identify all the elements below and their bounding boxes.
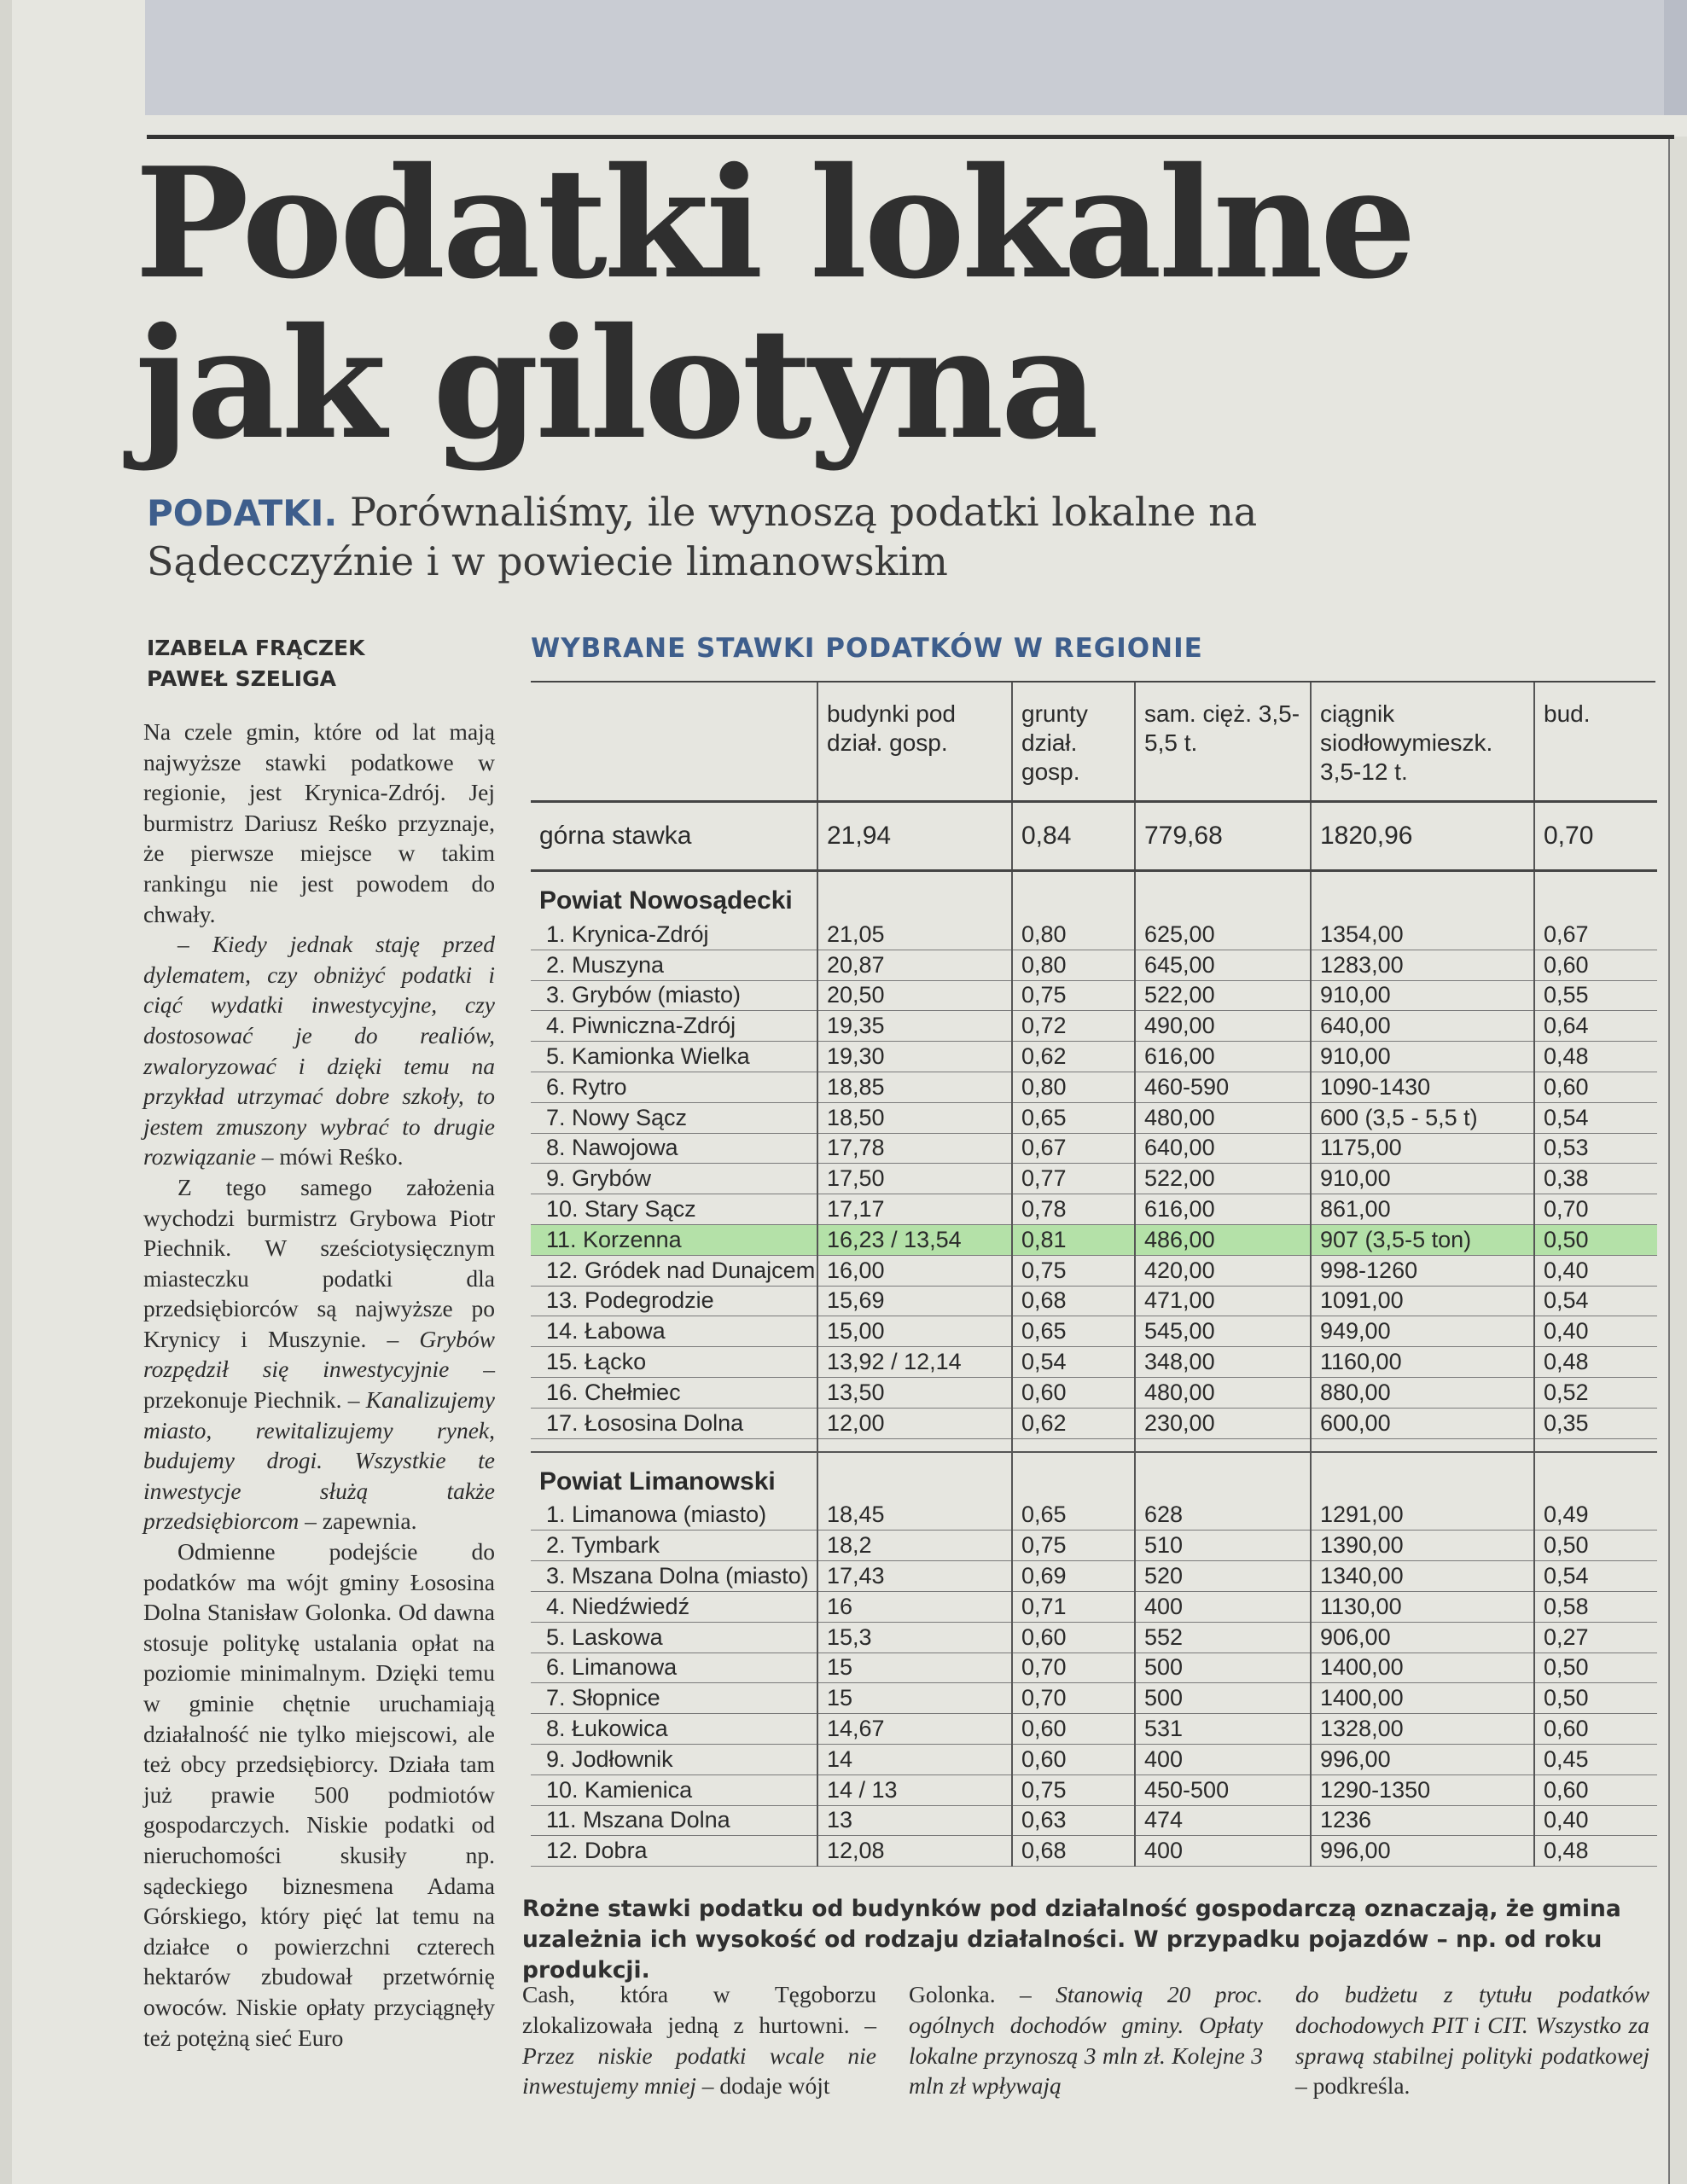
- quote-text: – Stanowią 20 proc. ogólnych dochodów gminy. Opłaty lokalne przynoszą 3 mln zł. Kolejne 3 mln zł wpływają: [909, 1981, 1263, 2100]
- table-cell: 0,67: [1534, 920, 1657, 950]
- table-cell: 0,50: [1534, 1531, 1657, 1561]
- table-cell: 12. Dobra: [531, 1836, 817, 1867]
- table-cell: 12. Gródek nad Dunajcem: [531, 1255, 817, 1286]
- table-cell: 1328,00: [1311, 1714, 1534, 1745]
- table-cell: 20,87: [817, 950, 1012, 980]
- table-cell: 474: [1135, 1805, 1311, 1836]
- table-cell: 0,60: [1534, 1072, 1657, 1102]
- table-row: [531, 1744, 1657, 1774]
- table-header-row: [531, 682, 1657, 802]
- table-cell: [1135, 1452, 1311, 1501]
- table-cell: 500: [1135, 1683, 1311, 1714]
- quote-text: do budżetu z tytułu podatków dochodowych PIT i CIT. Wszystko za sprawą stabilnej polityki podatkowej: [1295, 1981, 1649, 2069]
- table-cell: 15,3: [817, 1622, 1012, 1653]
- headline: [135, 134, 1415, 473]
- table-row: [531, 1501, 1657, 1531]
- table-cell: [1012, 1438, 1135, 1452]
- section-title: Powiat Limanowski: [539, 1467, 776, 1496]
- table-cell: 0,71: [1012, 1591, 1135, 1622]
- table-cell: 480,00: [1135, 1377, 1311, 1408]
- table-row: [531, 1591, 1657, 1622]
- table-cell: 910,00: [1311, 1042, 1534, 1072]
- article-text: – przekonuje Piechnik.: [143, 1356, 495, 1414]
- table-cell: 15. Łącko: [531, 1347, 817, 1378]
- table-cell: 998-1260: [1311, 1255, 1534, 1286]
- table-cell: 0,77: [1012, 1164, 1135, 1194]
- table-row: [531, 1194, 1657, 1225]
- table-cell: 628: [1135, 1501, 1311, 1531]
- article-text: Z tego samego założenia wychodzi burmistrz Grybowa Piotr Piechnik. W sześciotysięcznym miasteczku podatki dla przedsiębiorców są najwyższe po Krynicy i Muszynie.: [143, 1173, 495, 1352]
- table-row: [531, 1316, 1657, 1347]
- article-left-column: [143, 717, 495, 2053]
- table-cell: 14 / 13: [817, 1774, 1012, 1805]
- table-cell: 16,23 / 13,54: [817, 1224, 1012, 1255]
- table-cell: 0,70: [1012, 1683, 1135, 1714]
- table-cell: [1135, 871, 1311, 921]
- upper-rate-row: [531, 802, 1657, 871]
- table-cell: 0,48: [1534, 1836, 1657, 1867]
- table-cell: 0,38: [1534, 1164, 1657, 1194]
- table-cell: 11. Korzenna: [531, 1224, 817, 1255]
- table-cell: 0,54: [1534, 1102, 1657, 1133]
- table-cell: 4. Niedźwiedź: [531, 1591, 817, 1622]
- table-cell: 0,60: [1012, 1622, 1135, 1653]
- table-cell: [1012, 1452, 1135, 1501]
- column-header: ciągnik siodłowymieszk. 3,5-12 t.: [1311, 682, 1534, 802]
- table-cell: 0,60: [1534, 950, 1657, 980]
- table-cell: 1236: [1311, 1805, 1534, 1836]
- section-row: [531, 871, 1657, 921]
- table-cell: [817, 1438, 1012, 1452]
- table-cell: 1. Limanowa (miasto): [531, 1501, 817, 1531]
- table-cell: 400: [1135, 1744, 1311, 1774]
- table-cell: 0,40: [1534, 1255, 1657, 1286]
- table-cell: 0,65: [1012, 1316, 1135, 1347]
- table-cell: 880,00: [1311, 1377, 1534, 1408]
- table-cell: 0,72: [1012, 1011, 1135, 1042]
- table-cell: [817, 1452, 1012, 1501]
- article-bottom-column-2: [909, 1979, 1263, 2101]
- table-cell: 14. Łabowa: [531, 1316, 817, 1347]
- table-cell: 10. Stary Sącz: [531, 1194, 817, 1225]
- table-cell: [1012, 871, 1135, 921]
- column-header: sam. cięż. 3,5-5,5 t.: [1135, 682, 1311, 802]
- table-cell: 16: [817, 1591, 1012, 1622]
- article-text: – dodaje wójt: [695, 2072, 830, 2100]
- scan-top-band: [145, 0, 1664, 115]
- table-cell: 348,00: [1135, 1347, 1311, 1378]
- table-row: [531, 1653, 1657, 1683]
- table-cell: 0,75: [1012, 1255, 1135, 1286]
- table-cell: 7. Słopnice: [531, 1683, 817, 1714]
- table-cell: 10. Kamienica: [531, 1774, 817, 1805]
- table-cell: 1340,00: [1311, 1561, 1534, 1592]
- table-cell: 1354,00: [1311, 920, 1534, 950]
- table-cell: 8. Nawojowa: [531, 1133, 817, 1164]
- table-cell: 0,70: [1012, 1653, 1135, 1683]
- table-row: [531, 1164, 1657, 1194]
- table-cell: 1130,00: [1311, 1591, 1534, 1622]
- authors: [147, 633, 365, 694]
- table-row: [531, 1255, 1657, 1286]
- table-cell: [531, 1438, 817, 1452]
- table-cell: 616,00: [1135, 1194, 1311, 1225]
- table-cell: 0,58: [1534, 1591, 1657, 1622]
- table-cell: 1400,00: [1311, 1683, 1534, 1714]
- table-cell: 486,00: [1135, 1224, 1311, 1255]
- article-text: Golonka.: [909, 1981, 1020, 2007]
- article-bottom-column-3: [1295, 1979, 1649, 2101]
- table-cell: 0,81: [1012, 1224, 1135, 1255]
- table-note: Rożne stawki podatku od budynków pod działalność gospodarczą oznaczają, że gmina uzależnia ich wysokość od rodzaju działalności. W przypadku pojazdów – np. od roku produkcji.: [522, 1896, 1621, 1984]
- table-cell: 0,68: [1012, 1286, 1135, 1316]
- table-row: [531, 1622, 1657, 1653]
- table-cell: [817, 871, 1012, 921]
- table-row: [531, 1286, 1657, 1316]
- table-cell: 420,00: [1135, 1255, 1311, 1286]
- table-cell: 0,60: [1012, 1377, 1135, 1408]
- table-cell: 996,00: [1311, 1744, 1534, 1774]
- table-cell: 0,60: [1534, 1714, 1657, 1745]
- table-cell: 1290-1350: [1311, 1774, 1534, 1805]
- table-cell: 450-500: [1135, 1774, 1311, 1805]
- table-row: [531, 1805, 1657, 1836]
- table-cell: 0,40: [1534, 1316, 1657, 1347]
- table-cell: 460-590: [1135, 1072, 1311, 1102]
- table-cell: 1283,00: [1311, 950, 1534, 980]
- tax-rates-table: [531, 682, 1657, 1867]
- table-row: [531, 1347, 1657, 1378]
- table-cell: 600,00: [1311, 1408, 1534, 1438]
- table-cell: 9. Jodłownik: [531, 1744, 817, 1774]
- table-cell: 0,48: [1534, 1042, 1657, 1072]
- table-cell: 1820,96: [1311, 802, 1534, 871]
- table-cell: 520: [1135, 1561, 1311, 1592]
- table-cell: 0,50: [1534, 1653, 1657, 1683]
- table-row: [531, 1408, 1657, 1438]
- table-row: [531, 1102, 1657, 1133]
- column-header: grunty dział. gosp.: [1012, 682, 1135, 802]
- table-cell: 18,45: [817, 1501, 1012, 1531]
- table-row: [531, 1011, 1657, 1042]
- table-cell: 0,52: [1534, 1377, 1657, 1408]
- table-cell: 8. Łukowica: [531, 1714, 817, 1745]
- table-cell: 0,65: [1012, 1102, 1135, 1133]
- table-row: [531, 1072, 1657, 1102]
- quote-text: – Grybów rozpędził się inwestycyjnie: [143, 1325, 495, 1383]
- table-cell: 0,70: [1534, 802, 1657, 871]
- table-cell: 490,00: [1135, 1011, 1311, 1042]
- table-cell: 996,00: [1311, 1836, 1534, 1867]
- table-cell: 1160,00: [1311, 1347, 1534, 1378]
- table-cell: 11. Mszana Dolna: [531, 1805, 817, 1836]
- lead-text: Porównaliśmy, ile wynoszą podatki lokalne na Sądecczyźnie i w powiecie limanowskim: [147, 489, 1258, 584]
- table-cell: 17,17: [817, 1194, 1012, 1225]
- table-row: [531, 1774, 1657, 1805]
- scan-right-edge: [1668, 136, 1687, 2184]
- table-cell: 600 (3,5 - 5,5 t): [1311, 1102, 1534, 1133]
- table-row: [531, 1561, 1657, 1592]
- table-cell: 0,54: [1534, 1561, 1657, 1592]
- table-cell: 0,40: [1534, 1805, 1657, 1836]
- table-cell: 2. Tymbark: [531, 1531, 817, 1561]
- table-cell: 0,55: [1534, 980, 1657, 1011]
- table-row: [531, 1531, 1657, 1561]
- table-cell: 14,67: [817, 1714, 1012, 1745]
- table-cell: 861,00: [1311, 1194, 1534, 1225]
- table-cell: 0,49: [1534, 1501, 1657, 1531]
- table-cell: 1400,00: [1311, 1653, 1534, 1683]
- table-row: [531, 1836, 1657, 1867]
- table-cell: 1. Krynica-Zdrój: [531, 920, 817, 950]
- table-cell: 0,68: [1012, 1836, 1135, 1867]
- table-cell: 17,50: [817, 1164, 1012, 1194]
- table-cell: 4. Piwniczna-Zdrój: [531, 1011, 817, 1042]
- table-cell: 400: [1135, 1591, 1311, 1622]
- table-row: [531, 920, 1657, 950]
- table-cell: 500: [1135, 1653, 1311, 1683]
- table-cell: 0,63: [1012, 1805, 1135, 1836]
- table-cell: 15: [817, 1683, 1012, 1714]
- table-cell: 5. Laskowa: [531, 1622, 817, 1653]
- table-cell: 910,00: [1311, 980, 1534, 1011]
- table-cell: 15,00: [817, 1316, 1012, 1347]
- column-header: budynki pod dział. gosp.: [817, 682, 1012, 802]
- table-cell: 15: [817, 1653, 1012, 1683]
- table-row: [531, 1683, 1657, 1714]
- table-cell: 510: [1135, 1531, 1311, 1561]
- table-cell: 0,75: [1012, 1531, 1135, 1561]
- table-cell: 6. Limanowa: [531, 1653, 817, 1683]
- table-cell: 15,69: [817, 1286, 1012, 1316]
- article-text: Cash, która w Tęgoborzu zlokalizowała jedną z hurtowni.: [522, 1981, 876, 2038]
- table-cell: 0,60: [1534, 1774, 1657, 1805]
- table-cell: 12,08: [817, 1836, 1012, 1867]
- table-cell: 0,75: [1012, 1774, 1135, 1805]
- table-title: WYBRANE STAWKI PODATKÓW W REGIONIE: [531, 633, 1203, 664]
- table-cell: [1311, 1438, 1534, 1452]
- table-row: [531, 1133, 1657, 1164]
- column-header: [531, 682, 817, 802]
- table-cell: 0,60: [1012, 1714, 1135, 1745]
- table-cell: 0,80: [1012, 1072, 1135, 1102]
- quote-text: – Przez niskie podatki wcale nie inwestujemy mniej: [522, 2011, 876, 2100]
- table-cell: 616,00: [1135, 1042, 1311, 1072]
- table-row: [531, 1714, 1657, 1745]
- table-cell: 779,68: [1135, 802, 1311, 871]
- table-cell: 0,60: [1012, 1744, 1135, 1774]
- table-cell: 0,50: [1534, 1683, 1657, 1714]
- table-cell: 0,78: [1012, 1194, 1135, 1225]
- table-row: [531, 1377, 1657, 1408]
- table-cell: 1390,00: [1311, 1531, 1534, 1561]
- table-cell: 0,65: [1012, 1501, 1135, 1531]
- table-cell: 6. Rytro: [531, 1072, 817, 1102]
- table-cell: 19,30: [817, 1042, 1012, 1072]
- table-cell: 400: [1135, 1836, 1311, 1867]
- table-cell: 1091,00: [1311, 1286, 1534, 1316]
- table-cell: 17. Łososina Dolna: [531, 1408, 817, 1438]
- table-cell: 0,84: [1012, 802, 1135, 871]
- section-title: Powiat Nowosądecki: [539, 886, 793, 915]
- table-cell: 13,50: [817, 1377, 1012, 1408]
- lead-kicker: PODATKI.: [147, 492, 338, 534]
- table-cell: 471,00: [1135, 1286, 1311, 1316]
- table-cell: 1090-1430: [1311, 1072, 1534, 1102]
- table-cell: 640,00: [1311, 1011, 1534, 1042]
- article-paragraph: [143, 1172, 495, 1536]
- headline-line-1: Podatki lokalne: [135, 134, 1414, 312]
- article-paragraph: [143, 929, 495, 1172]
- table-cell: 0,54: [1534, 1286, 1657, 1316]
- table-cell: 0,75: [1012, 980, 1135, 1011]
- table-cell: 625,00: [1135, 920, 1311, 950]
- table-cell: 3. Grybów (miasto): [531, 980, 817, 1011]
- table-cell: 18,85: [817, 1072, 1012, 1102]
- article-bottom-column-1: [522, 1979, 876, 2101]
- table-cell: 645,00: [1135, 950, 1311, 980]
- table-cell: 0,62: [1012, 1408, 1135, 1438]
- table-cell: 9. Grybów: [531, 1164, 817, 1194]
- table-cell: 18,50: [817, 1102, 1012, 1133]
- table-cell: 5. Kamionka Wielka: [531, 1042, 817, 1072]
- table-cell: 0,27: [1534, 1622, 1657, 1653]
- table-cell: 910,00: [1311, 1164, 1534, 1194]
- table-cell: 545,00: [1135, 1316, 1311, 1347]
- author-1: IZABELA FRĄCZEK: [147, 636, 365, 660]
- table-cell: 12,00: [817, 1408, 1012, 1438]
- table-cell: 0,54: [1012, 1347, 1135, 1378]
- table-cell: 531: [1135, 1714, 1311, 1745]
- table-cell: 13. Podegrodzie: [531, 1286, 817, 1316]
- table-row: [531, 1042, 1657, 1072]
- table-cell: 522,00: [1135, 1164, 1311, 1194]
- table-cell: [1135, 1438, 1311, 1452]
- headline-line-2: jak gilotyna: [135, 294, 1096, 473]
- table-cell: 552: [1135, 1622, 1311, 1653]
- table-cell: 0,67: [1012, 1133, 1135, 1164]
- table-cell: 17,78: [817, 1133, 1012, 1164]
- column-header: bud.: [1534, 682, 1657, 802]
- table-cell: [1534, 1438, 1657, 1452]
- table-row: [531, 980, 1657, 1011]
- article-text: – zapewnia.: [299, 1507, 417, 1535]
- table-row: [531, 950, 1657, 980]
- table-cell: 1291,00: [1311, 1501, 1534, 1531]
- table-row: [531, 1224, 1657, 1255]
- table-cell: 0,53: [1534, 1133, 1657, 1164]
- table-cell: 17,43: [817, 1561, 1012, 1592]
- table-cell: 19,35: [817, 1011, 1012, 1042]
- table-cell: 0,45: [1534, 1744, 1657, 1774]
- table-cell: [1311, 1452, 1534, 1501]
- scan-left-edge: [0, 0, 12, 2184]
- table-cell: 480,00: [1135, 1102, 1311, 1133]
- table-cell: górna stawka: [531, 802, 817, 871]
- quote-text: – Kiedy jednak staję przed dylematem, czy obniżyć podatki i ciąć wydatki inwestycyjne, czy dostosować je do realiów, zwaloryzować i dzięki temu na przykład utrzymać dobre szkoły, to jestem zmuszony wybrać to drugie rozwiązanie: [143, 931, 495, 1170]
- table-cell: 907 (3,5-5 ton): [1311, 1224, 1534, 1255]
- lead-paragraph: [147, 488, 1495, 585]
- table-cell: 230,00: [1135, 1408, 1311, 1438]
- article-text: – mówi Reśko.: [255, 1143, 404, 1170]
- table-cell: 0,35: [1534, 1408, 1657, 1438]
- table-cell: 522,00: [1135, 980, 1311, 1011]
- table-cell: 7. Nowy Sącz: [531, 1102, 817, 1133]
- spacer-row: [531, 1438, 1657, 1452]
- table-cell: 0,50: [1534, 1224, 1657, 1255]
- table-cell: 13,92 / 12,14: [817, 1347, 1012, 1378]
- article-paragraph: Odmienne podejście do podatków ma wójt gminy Łososina Dolna Stanisław Golonka. Od dawna stosuje politykę ustalania opłat na poziomie minimalnym. Dzięki temu w gminie chętnie uruchamiają działalność nie tylko miejscowi, ale też obcy przedsiębiorcy. Działa tam już prawie 500 podmiotów gospodarczych. Niskie podatki od nieruchomości skusiły np. sądeckiego biznesmena Adama Górskiego, który pięć lat temu na działce o powierzchni czterech hektarów zbudował przetwórnię owoców. Niskie opłaty przyciągnęły też potężną sieć Euro: [143, 1538, 495, 2051]
- table-cell: 0,80: [1012, 950, 1135, 980]
- table-cell: 16. Chełmiec: [531, 1377, 817, 1408]
- table-cell: 1175,00: [1311, 1133, 1534, 1164]
- table-cell: 0,64: [1534, 1011, 1657, 1042]
- section-row: [531, 1452, 1657, 1501]
- table-cell: 0,80: [1012, 920, 1135, 950]
- table-cell: 13: [817, 1805, 1012, 1836]
- table-cell: 2. Muszyna: [531, 950, 817, 980]
- table-cell: 21,94: [817, 802, 1012, 871]
- table-cell: 906,00: [1311, 1622, 1534, 1653]
- table-cell: [1534, 1452, 1657, 1501]
- table-cell: 18,2: [817, 1531, 1012, 1561]
- table-cell: 16,00: [817, 1255, 1012, 1286]
- article-text: – podkreśla.: [1295, 2072, 1411, 2100]
- table-cell: 0,69: [1012, 1561, 1135, 1592]
- table-cell: 20,50: [817, 980, 1012, 1011]
- table-cell: [1311, 871, 1534, 921]
- author-2: PAWEŁ SZELIGA: [147, 666, 336, 691]
- table-cell: 0,62: [1012, 1042, 1135, 1072]
- table-cell: 14: [817, 1744, 1012, 1774]
- table-cell: 640,00: [1135, 1133, 1311, 1164]
- article-paragraph: Na czele gmin, które od lat mają najwyższe stawki podatkowe w regionie, jest Krynica-Zdrój. Jej burmistrz Dariusz Reśko przyznaje, że pierwsze miejsce w takim rankingu nie jest powodem do chwały.: [143, 718, 495, 927]
- table-cell: [1534, 871, 1657, 921]
- table-cell: 0,70: [1534, 1194, 1657, 1225]
- table-cell: 949,00: [1311, 1316, 1534, 1347]
- table-cell: 3. Mszana Dolna (miasto): [531, 1561, 817, 1592]
- table-cell: 0,48: [1534, 1347, 1657, 1378]
- table-cell: 21,05: [817, 920, 1012, 950]
- scan-top-band-edge: [1664, 0, 1687, 115]
- quote-text: – Kanalizujemy miasto, rewitalizujemy rynek, budujemy drogi. Wszystkie te inwestycje służą także przedsiębiorcom: [143, 1386, 495, 1535]
